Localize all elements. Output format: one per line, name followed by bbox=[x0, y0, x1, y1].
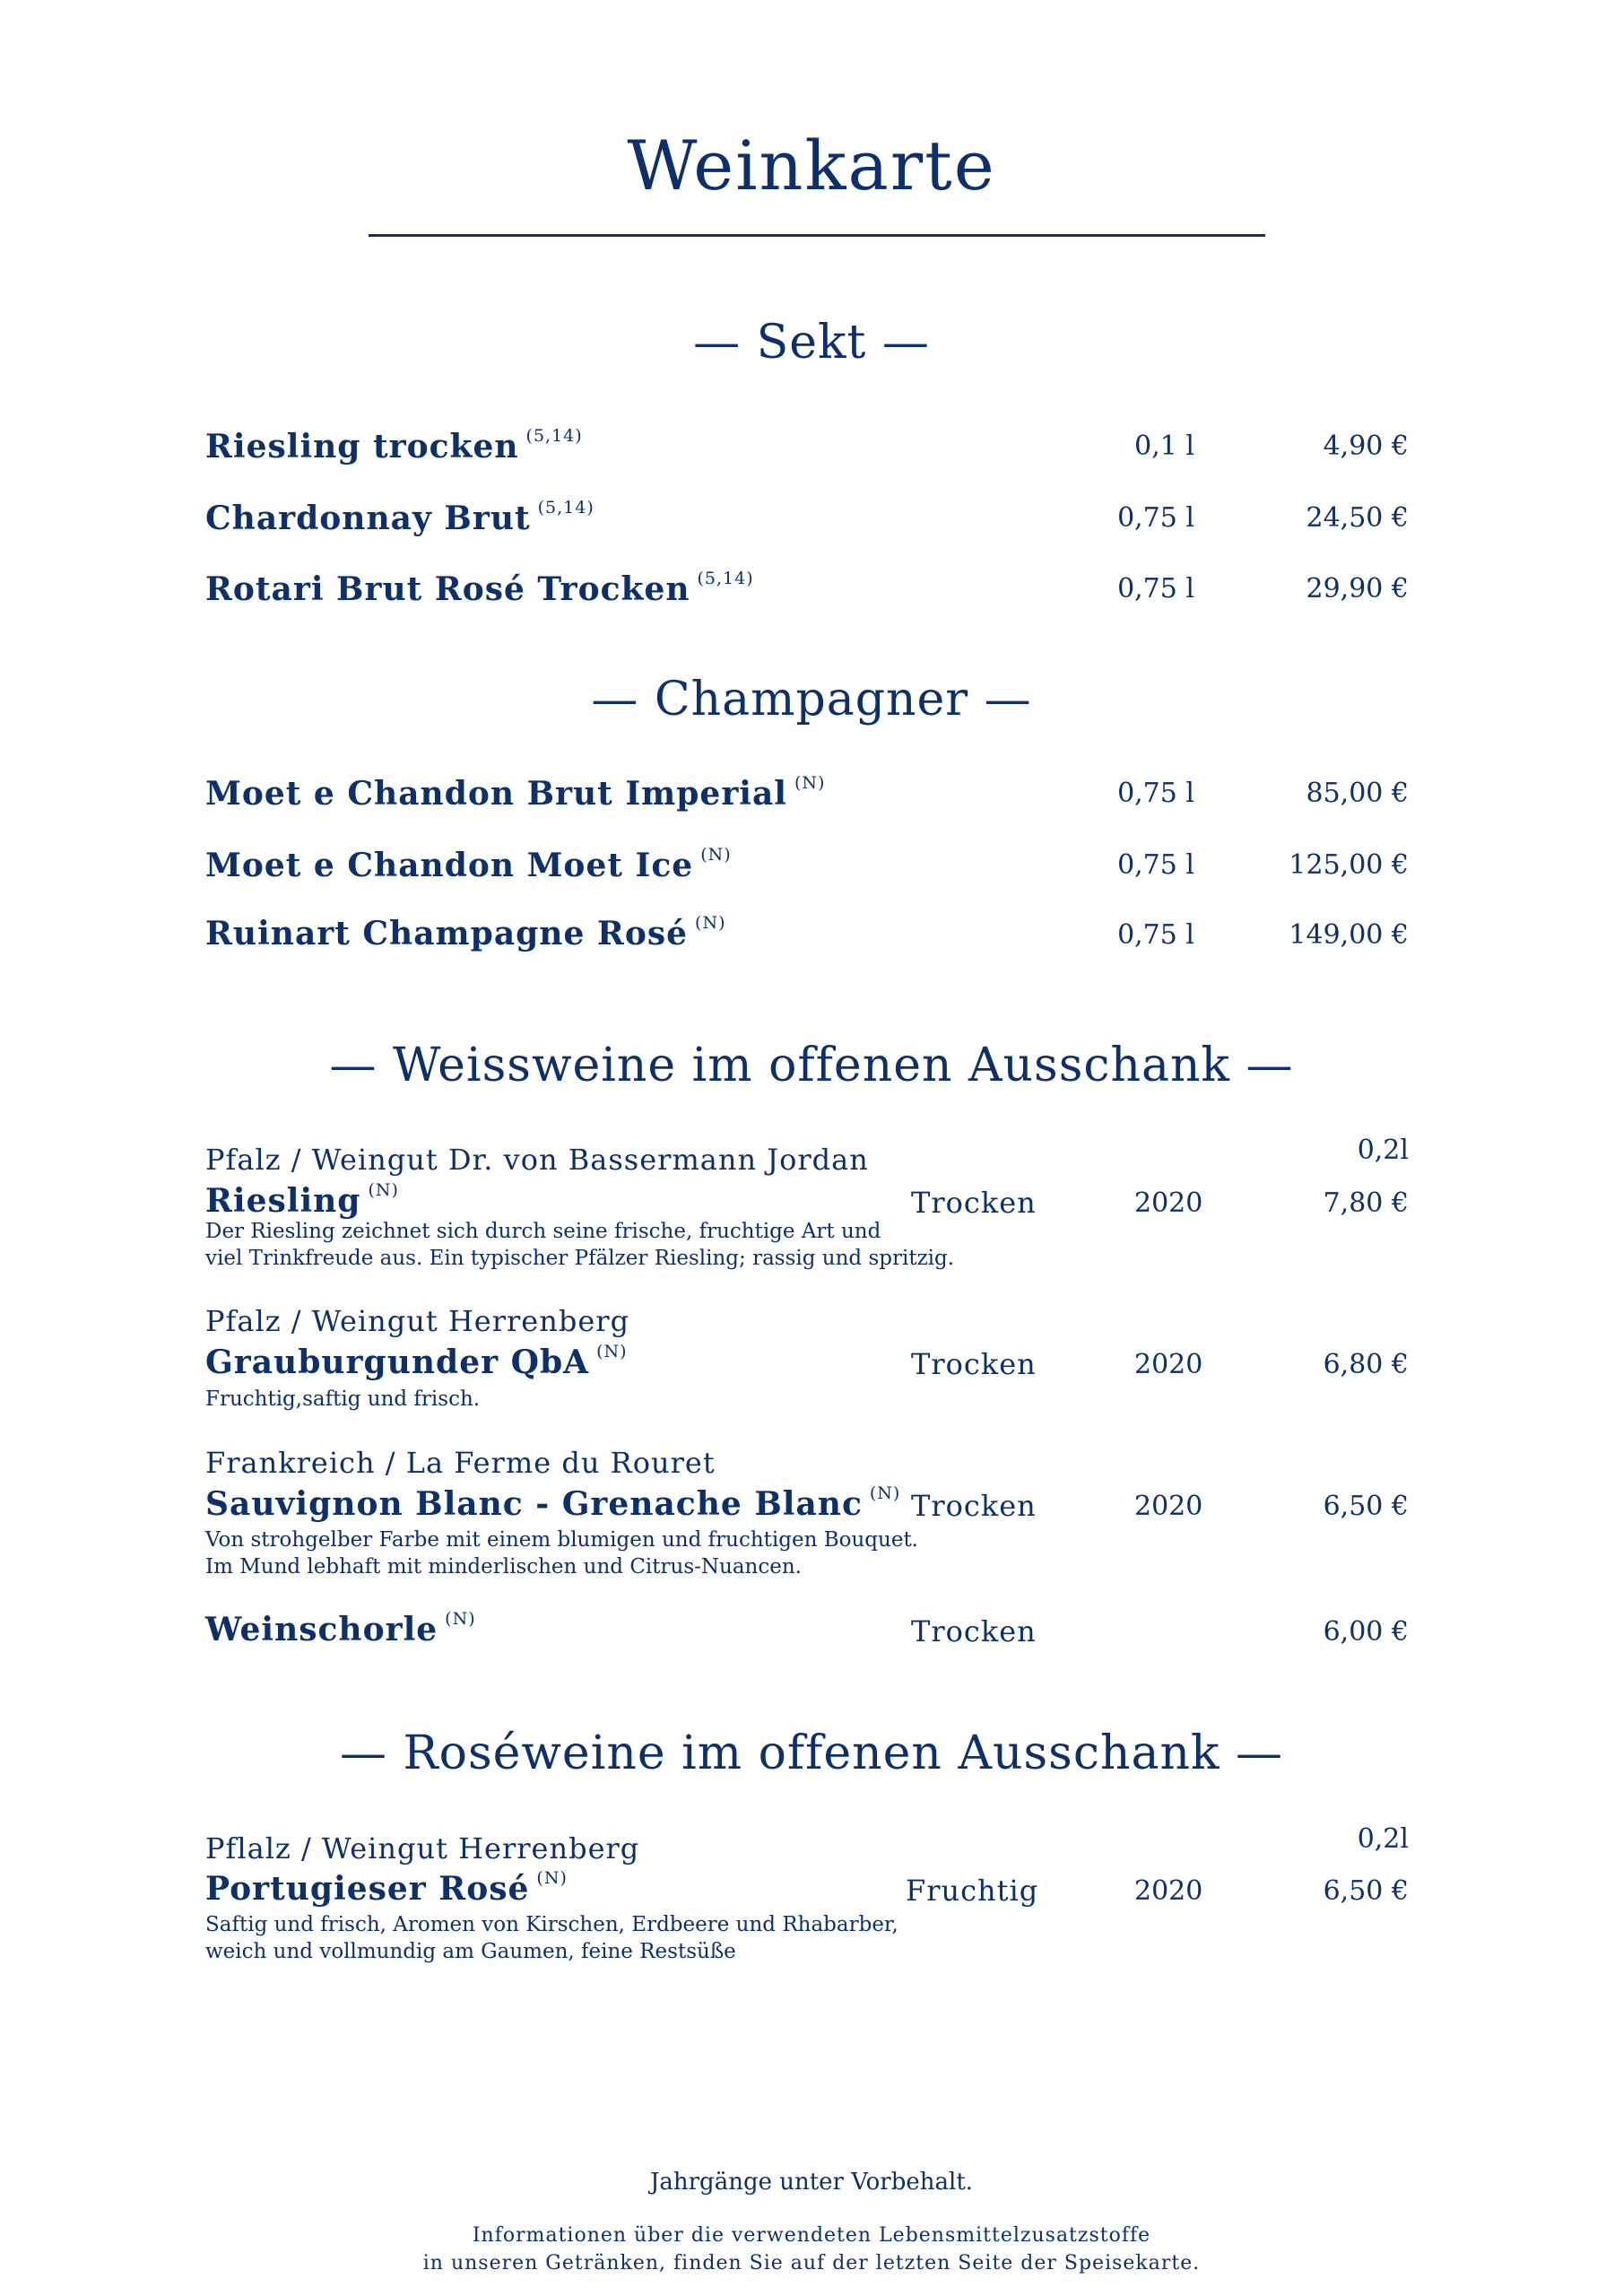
wine-name: Portugieser Rosé $^{(N)}$ bbox=[205, 1868, 568, 1908]
section-heading-roseweine: — Roséweine im offenen Ausschank — bbox=[339, 1726, 1284, 1780]
wine-volume: 0,1 l bbox=[1134, 430, 1194, 462]
allergen-note: (N) bbox=[869, 1483, 901, 1503]
wine-name: Riesling trocken $^{(5,14)}$ bbox=[205, 426, 583, 465]
wine-description: viel Trinkfreude aus. Ein typischer Pfälzer Riesling; rassig und spritzig. bbox=[205, 1247, 955, 1270]
wine-year: 2020 bbox=[1134, 1491, 1203, 1522]
wine-volume: 0,75 l bbox=[1117, 778, 1194, 809]
additives-info-line: in unseren Getränken, finden Sie auf der letzten Seite der Speisekarte. bbox=[422, 2252, 1201, 2274]
wine-volume: 0,75 l bbox=[1117, 573, 1194, 604]
allergen-note: (5,14) bbox=[525, 426, 583, 446]
wine-price: 6,50 € bbox=[1323, 1875, 1409, 1907]
wine-name: Weinschorle $^{(N)}$ bbox=[205, 1609, 476, 1648]
section-heading-weissweine: — Weissweine im offenen Ausschank — bbox=[329, 1039, 1294, 1092]
wine-name: Moet e Chandon Brut Imperial $^{(N)}$ bbox=[205, 773, 826, 813]
allergen-note: (N) bbox=[536, 1868, 568, 1888]
allergen-note: (N) bbox=[368, 1180, 399, 1200]
allergen-note: (5,14) bbox=[537, 498, 595, 517]
wine-price: 6,00 € bbox=[1323, 1616, 1409, 1648]
allergen-note: (N) bbox=[445, 1609, 476, 1629]
allergen-note: (N) bbox=[695, 913, 726, 933]
page-title: Weinkarte bbox=[627, 126, 996, 205]
volume-header: 0,2l bbox=[1357, 1135, 1409, 1166]
wine-description: Von strohgelber Farbe mit einem blumigen und fruchtigen Bouquet. bbox=[205, 1528, 918, 1552]
wine-origin: Pflalz / Weingut Herrenberg bbox=[205, 1831, 640, 1866]
wine-year: 2020 bbox=[1134, 1875, 1203, 1907]
wine-origin: Pfalz / Weingut Herrenberg bbox=[205, 1304, 630, 1338]
allergen-note: (5,14) bbox=[697, 569, 754, 588]
wine-price: 6,80 € bbox=[1323, 1349, 1409, 1380]
wine-name: Sauvignon Blanc - Grenache Blanc $^{(N)}$ bbox=[205, 1483, 901, 1523]
wine-price: 125,00 € bbox=[1289, 849, 1409, 881]
wine-price: 29,90 € bbox=[1306, 573, 1409, 604]
wine-price: 6,50 € bbox=[1323, 1491, 1409, 1522]
wine-name: Grauburgunder QbA $^{(N)}$ bbox=[205, 1342, 628, 1381]
additives-info-line: Informationen über die verwendeten Lebensmittelzusatzstoffe bbox=[472, 2224, 1151, 2247]
title-divider bbox=[369, 234, 1265, 237]
allergen-note: (N) bbox=[596, 1342, 628, 1361]
wine-price: 24,50 € bbox=[1306, 502, 1409, 534]
wine-name: Chardonnay Brut $^{(5,14)}$ bbox=[205, 498, 595, 537]
wine-price: 85,00 € bbox=[1306, 778, 1409, 809]
wine-description: Saftig und frisch, Aromen von Kirschen, Erdbeere und Rhabarber, bbox=[205, 1913, 898, 1936]
wine-description: weich und vollmundig am Gaumen, feine Restsüße bbox=[205, 1940, 736, 1963]
wine-origin: Frankreich / La Ferme du Rouret bbox=[205, 1446, 716, 1480]
wine-style: Trocken bbox=[911, 1186, 1037, 1220]
wine-price: 4,90 € bbox=[1323, 430, 1409, 462]
wine-description: Im Mund lebhaft mit minderlischen und Citrus-Nuancen. bbox=[205, 1555, 802, 1578]
wine-name: Ruinart Champagne Rosé $^{(N)}$ bbox=[205, 913, 726, 952]
wine-description: Fruchtig,saftig und frisch. bbox=[205, 1387, 481, 1411]
wine-style: Trocken bbox=[911, 1614, 1037, 1648]
wine-name: Moet e Chandon Moet Ice $^{(N)}$ bbox=[205, 845, 732, 884]
wine-volume: 0,75 l bbox=[1117, 919, 1194, 951]
wine-style: Fruchtig bbox=[906, 1874, 1039, 1908]
wine-name: Riesling $^{(N)}$ bbox=[205, 1180, 399, 1220]
wine-name: Rotari Brut Rosé Trocken $^{(5,14)}$ bbox=[205, 569, 754, 608]
vintage-note: Jahrgänge unter Vorbehalt. bbox=[649, 2169, 974, 2196]
wine-year: 2020 bbox=[1134, 1349, 1203, 1380]
wine-price: 149,00 € bbox=[1289, 919, 1409, 951]
wine-volume: 0,75 l bbox=[1117, 502, 1194, 534]
wine-description: Der Riesling zeichnet sich durch seine frische, fruchtige Art und bbox=[205, 1220, 881, 1243]
wine-style: Trocken bbox=[911, 1347, 1037, 1381]
volume-header: 0,2l bbox=[1357, 1823, 1409, 1855]
allergen-note: (N) bbox=[700, 845, 732, 865]
allergen-note: (N) bbox=[794, 773, 826, 793]
section-heading-sekt: — Sekt — bbox=[693, 316, 930, 370]
additives-info bbox=[0, 2222, 1623, 2277]
wine-price: 7,80 € bbox=[1323, 1187, 1409, 1219]
wine-volume: 0,75 l bbox=[1117, 849, 1194, 881]
wine-year: 2020 bbox=[1134, 1187, 1203, 1219]
wine-style: Trocken bbox=[911, 1489, 1037, 1523]
wine-origin: Pfalz / Weingut Dr. von Bassermann Jordan bbox=[205, 1143, 869, 1177]
section-heading-champagner: — Champagner — bbox=[591, 673, 1032, 726]
